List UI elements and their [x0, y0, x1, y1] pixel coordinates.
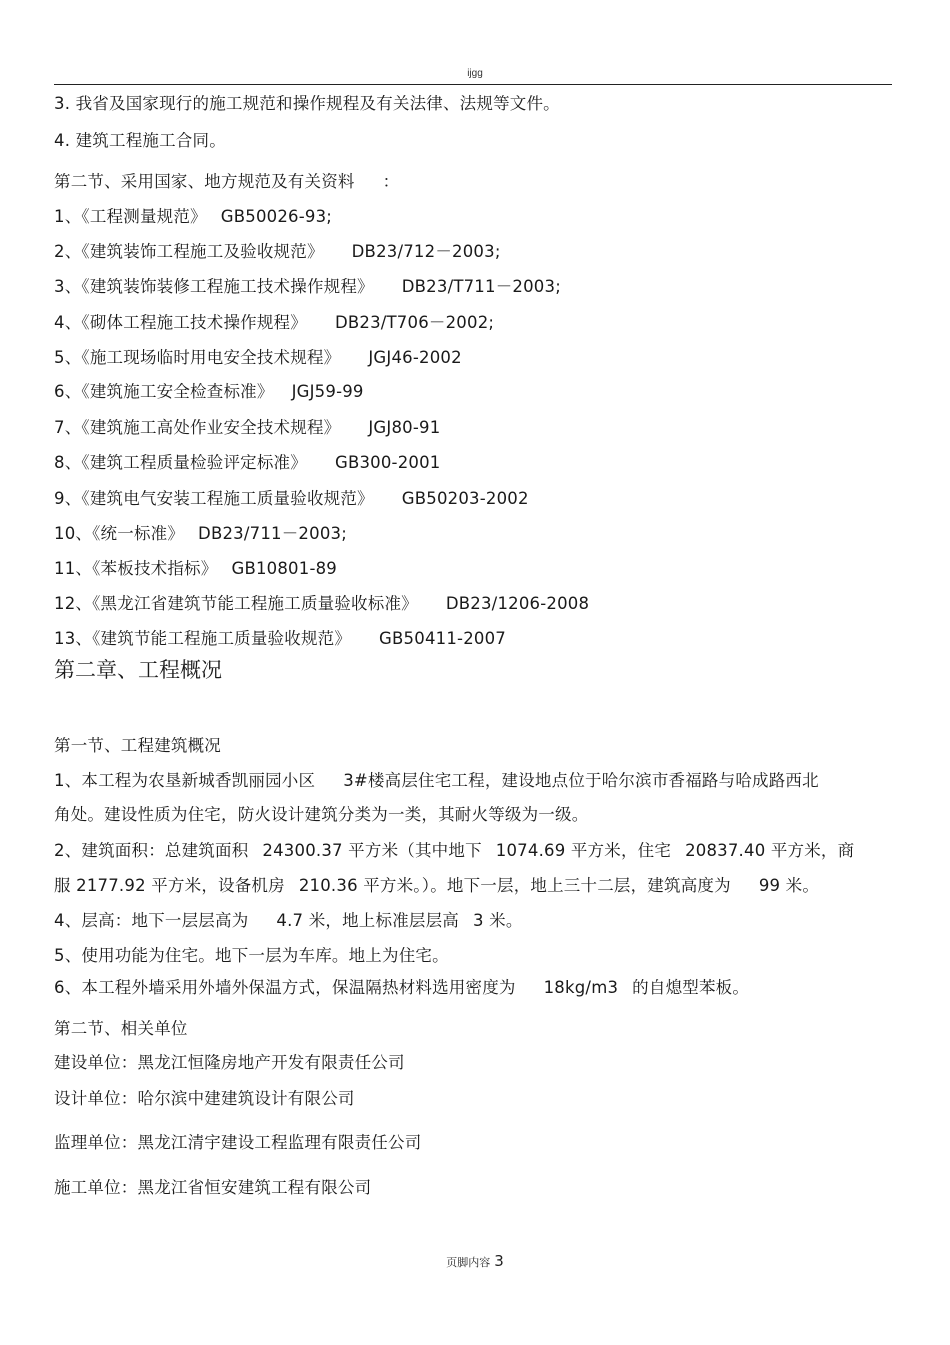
standard-item	[54, 593, 589, 615]
header-rule	[54, 84, 892, 85]
standard-name: 10、《统一标准》	[54, 524, 185, 543]
standard-name: 7、《建筑施工高处作业安全技术规程》	[54, 418, 341, 437]
overview-item-6	[54, 977, 749, 999]
unit-developer: 建设单位：黑龙江恒隆房地产开发有限责任公司	[54, 1053, 405, 1072]
standard-code: GB300-2001	[334, 453, 441, 472]
standard-item	[54, 452, 441, 474]
standard-name: 5、《施工现场临时用电安全技术规程》	[54, 348, 341, 367]
overview-item-1-cont: 角处。建设性质为住宅，防火设计建筑分类为一类，其耐火等级为一级。	[54, 805, 589, 824]
overview-item-1	[54, 770, 819, 792]
standard-code: GB50411-2007	[379, 629, 506, 648]
unit-supervisor: 监理单位：黑龙江清宇建设工程监理有限责任公司	[54, 1133, 422, 1152]
standard-item	[54, 381, 364, 403]
standard-item	[54, 241, 501, 263]
overview-item-4	[54, 910, 523, 932]
section-colon: ：	[382, 172, 400, 191]
standard-name: 4、《砌体工程施工技术操作规程》	[54, 313, 307, 332]
section-heading-units: 第二节、相关单位	[54, 1019, 188, 1038]
overview-text: 99 米。	[758, 876, 820, 895]
chapter-title: 第二章、工程概况	[54, 658, 222, 682]
standard-name: 2、《建筑装饰工程施工及验收规范》	[54, 242, 324, 261]
page-header-text: ijgg	[467, 68, 483, 79]
overview-text: 3#楼高层住宅工程，建设地点位于哈尔滨市香福路与哈成路西北	[343, 771, 819, 790]
overview-item-2-cont	[54, 875, 819, 897]
basis-item-4: 4. 建筑工程施工合同。	[54, 131, 226, 150]
standard-name: 13、《建筑节能工程施工质量验收规范》	[54, 629, 352, 648]
unit-designer: 设计单位：哈尔滨中建建筑设计有限公司	[54, 1089, 355, 1108]
overview-text: 服 2177.92 平方米，设备机房	[54, 876, 285, 895]
standard-code: DB23/712－2003;	[351, 242, 501, 261]
standard-name: 12、《黑龙江省建筑节能工程施工质量验收标准》	[54, 594, 418, 613]
section-heading-overview: 第一节、工程建筑概况	[54, 736, 221, 755]
standard-code: JGJ46-2002	[368, 348, 462, 367]
standard-code: GB50026-93;	[220, 207, 333, 226]
overview-text: 2、建筑面积：总建筑面积	[54, 841, 249, 860]
standard-code: JGJ80-91	[368, 418, 441, 437]
standard-item	[54, 558, 337, 580]
overview-text: 1074.69 平方米，住宅	[495, 841, 672, 860]
standard-item	[54, 206, 332, 228]
standard-name: 1、《工程测量规范》	[54, 207, 207, 226]
overview-text: 24300.37 平方米（其中地下	[262, 841, 482, 860]
section-title: 第二节、采用国家、地方规范及有关资料	[54, 172, 355, 191]
standard-item	[54, 488, 529, 510]
standard-code: DB23/T706－2002;	[334, 313, 495, 332]
standard-item	[54, 276, 561, 298]
overview-text: 3 米。	[473, 911, 523, 930]
standard-name: 8、《建筑工程质量检验评定标准》	[54, 453, 307, 472]
section-heading-standards	[54, 171, 399, 193]
standard-code: DB23/T711－2003;	[401, 277, 561, 296]
overview-text: 4.7 米，地上标准层层高	[276, 911, 459, 930]
overview-text: 的自熄型苯板。	[632, 978, 750, 997]
standard-code: DB23/711－2003;	[198, 524, 347, 543]
footer-label: 页脚内容	[446, 1256, 491, 1269]
standard-code: JGJ59-99	[291, 382, 364, 401]
page-footer	[0, 1252, 950, 1270]
standard-code: DB23/1206-2008	[445, 594, 590, 613]
standard-name: 9、《建筑电气安装工程施工质量验收规范》	[54, 489, 374, 508]
overview-text: 1、本工程为农垦新城香凯丽园小区	[54, 771, 316, 790]
overview-text: 6、本工程外墙采用外墙外保温方式，保温隔热材料选用密度为	[54, 978, 516, 997]
standard-item	[54, 628, 506, 650]
unit-contractor: 施工单位：黑龙江省恒安建筑工程有限公司	[54, 1178, 372, 1197]
overview-text: 4、层高：地下一层层高为	[54, 911, 249, 930]
page-number: 3	[494, 1252, 504, 1270]
standard-name: 6、《建筑施工安全检查标准》	[54, 382, 274, 401]
standard-name: 3、《建筑装饰装修工程施工技术操作规程》	[54, 277, 374, 296]
standard-item	[54, 312, 494, 334]
basis-item-3: 3. 我省及国家现行的施工规范和操作规程及有关法律、法规等文件。	[54, 94, 560, 113]
standard-item	[54, 523, 347, 545]
overview-text: 18kg/m3	[543, 978, 619, 997]
overview-text: 210.36 平方米。）。地下一层，地上三十二层，建筑高度为	[298, 876, 731, 895]
standard-item	[54, 417, 440, 439]
standard-item	[54, 347, 462, 369]
overview-item-2	[54, 840, 854, 862]
standard-name: 11、《苯板技术指标》	[54, 559, 218, 578]
overview-item-5: 5、使用功能为住宅。地下一层为车库。地上为住宅。	[54, 946, 449, 965]
standard-code: GB50203-2002	[401, 489, 529, 508]
overview-text: 20837.40 平方米，商	[685, 841, 855, 860]
standard-code: GB10801-89	[231, 559, 337, 578]
